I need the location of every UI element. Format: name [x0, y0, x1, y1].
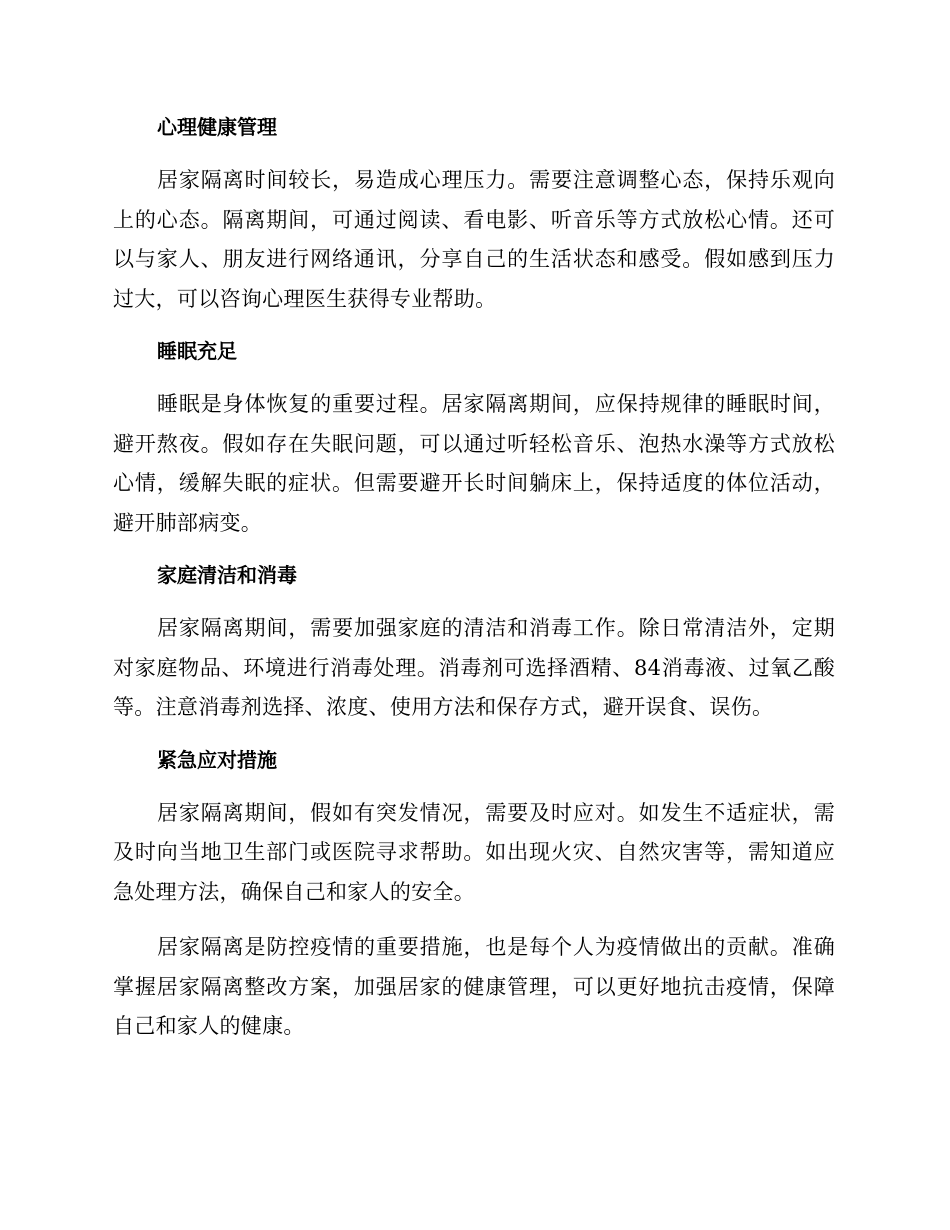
section-paragraph-emergency: 居家隔离期间，假如有突发情况，需要及时应对。如发生不适症状，需及时向当地卫生部门或医院寻求帮助。如出现火灾、自然灾害等，需知道应急处理方法，确保自己和家人的安全。: [113, 800, 835, 904]
document-body: [113, 111, 835, 1047]
section-paragraph-sleep: 睡眠是身体恢复的重要过程。居家隔离期间，应保持规律的睡眠时间，避开熬夜。假如存在失眠问题，可以通过听轻松音乐、泡热水澡等方式放松心情，缓解失眠的症状。但需要避开长时间躺床上，保持适度的体位活动，避开肺部病变。: [113, 392, 835, 535]
section-heading-cleaning: 家庭清洁和消毒: [157, 563, 297, 587]
section-heading-mental-health: 心理健康管理: [157, 115, 277, 139]
section-paragraph-cleaning: 居家隔离期间，需要加强家庭的清洁和消毒工作。除日常清洁外，定期对家庭物品、环境进行消毒处理。消毒剂可选择酒精、84消毒液、过氧乙酸等。注意消毒剂选择、浓度、使用方法和保存方式，避开误食、误伤。: [113, 616, 835, 719]
section-heading-emergency: 紧急应对措施: [157, 747, 277, 772]
conclusion-paragraph: 居家隔离是防控疫情的重要措施，也是每个人为疫情做出的贡献。准确掌握居家隔离整改方案，加强居家的健康管理，可以更好地抗击疫情，保障自己和家人的健康。: [113, 935, 835, 1038]
section-paragraph-mental-health: 居家隔离时间较长，易造成心理压力。需要注意调整心态，保持乐观向上的心态。隔离期间，可通过阅读、看电影、听音乐等方式放松心情。还可以与家人、朋友进行网络通讯，分享自己的生活状态和感受。假如感到压力过大，可以咨询心理医生获得专业帮助。: [113, 168, 835, 311]
section-heading-sleep: 睡眠充足: [157, 339, 237, 363]
